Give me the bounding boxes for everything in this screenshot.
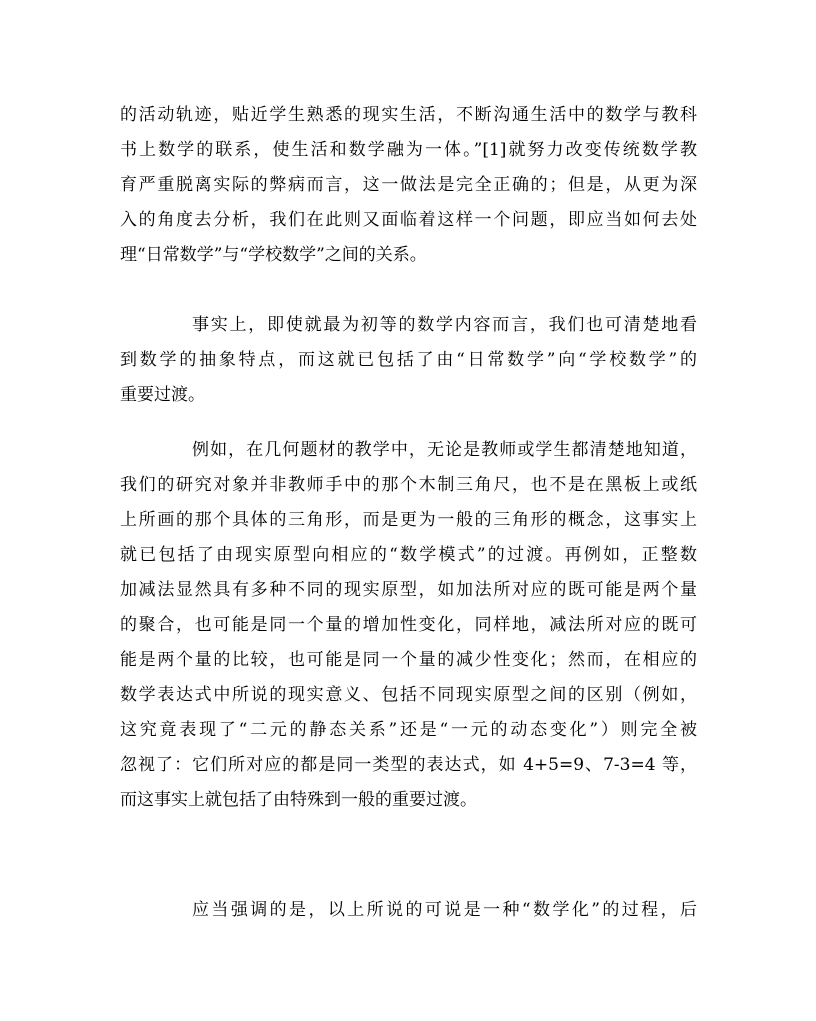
- text-line: 我们的研究对象并非教师手中的那个木制三角尺，也不是在黑板上或纸: [120, 475, 697, 495]
- text-line: 育严重脱离实际的弊病而言，这一做法是完全正确的；但是，从更为深: [120, 175, 697, 195]
- text-line: 应当强调的是，以上所说的可说是一种“数学化”的过程，后: [192, 900, 697, 920]
- text-line: 这究竟表现了“二元的静态关系”还是“一元的动态变化”）则完全被: [120, 720, 697, 740]
- text-line: 能是两个量的比较，也可能是同一个量的减少性变化；然而，在相应的: [120, 650, 697, 670]
- text-line: 忽视了：它们所对应的都是同一类型的表达式，如 4+5=9、7-3=4 等，: [120, 755, 697, 775]
- paragraph-1: [120, 98, 697, 273]
- text-line: 加减法显然具有多种不同的现实原型，如加法所对应的既可能是两个量: [120, 580, 697, 600]
- text-line: 书上数学的联系，使生活和数学融为一体。”[1]就努力改变传统数学教: [120, 140, 697, 160]
- text-line: 理“日常数学”与“学校数学”之间的关系。: [120, 245, 427, 265]
- paragraph-4: [120, 893, 697, 928]
- text-line: 入的角度去分析，我们在此则又面临着这样一个问题，即应当如何去处: [120, 210, 697, 230]
- paragraph-2: [120, 308, 697, 413]
- text-line: 到数学的抽象特点，而这就已包括了由“日常数学”向“学校数学”的: [120, 350, 697, 370]
- text-line: 的活动轨迹，贴近学生熟悉的现实生活，不断沟通生活中的数学与教科: [120, 105, 697, 125]
- text-line: 事实上，即使就最为初等的数学内容而言，我们也可清楚地看: [192, 315, 697, 335]
- text-line: 的聚合，也可能是同一个量的增加性变化，同样地，减法所对应的既可: [120, 615, 697, 635]
- paragraph-3: [120, 433, 697, 818]
- text-line: 上所画的那个具体的三角形，而是更为一般的三角形的概念，这事实上: [120, 510, 697, 530]
- text-line: 数学表达式中所说的现实意义、包括不同现实原型之间的区别（例如，: [120, 685, 697, 705]
- text-line: 而这事实上就包括了由特殊到一般的重要过渡。: [120, 790, 477, 810]
- text-line: 重要过渡。: [120, 385, 205, 405]
- text-line: 就已包括了由现实原型向相应的“数学模式”的过渡。再例如，正整数: [120, 545, 697, 565]
- text-line: 例如，在几何题材的教学中，无论是教师或学生都清楚地知道，: [192, 440, 697, 460]
